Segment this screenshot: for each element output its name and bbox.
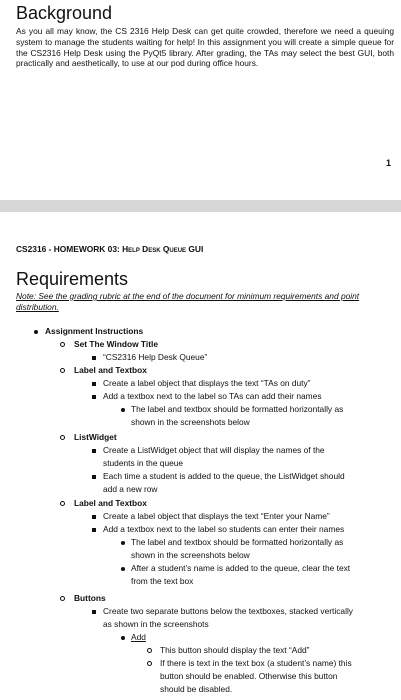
bullet-circle-icon — [147, 648, 152, 653]
bullet-circle-icon — [60, 596, 65, 601]
background-heading: Background — [16, 3, 113, 23]
bullet-disc-icon — [121, 541, 125, 545]
bullet-square-icon — [92, 475, 96, 479]
running-header — [16, 244, 203, 254]
bullet-square-icon — [92, 515, 96, 519]
running-header-smallcaps: Help Desk Queue — [122, 244, 187, 254]
bullet-square-icon — [92, 356, 96, 360]
grading-note: Note: See the grading rubric at the end of the document for minimum requirements and point distribution. — [16, 291, 360, 312]
bullet-circle-icon — [60, 342, 65, 347]
bullet-square-icon — [92, 382, 96, 386]
requirements-heading: Requirements — [16, 269, 129, 289]
bullet-circle-icon — [60, 501, 65, 506]
bullet-disc-icon — [34, 330, 38, 334]
bullet-circle-icon — [60, 435, 65, 440]
bullet-square-icon — [92, 449, 96, 453]
running-header-prefix: CS2316 - HOMEWORK 03: — [16, 244, 123, 254]
page-separator — [0, 200, 401, 212]
bullet-square-icon — [92, 528, 96, 532]
bullet-circle-icon — [60, 368, 65, 373]
bullet-square-icon — [92, 395, 96, 399]
bullet-square-icon — [92, 610, 96, 614]
bullet-disc-icon — [121, 636, 125, 640]
document-page-2: CS2316 - HOMEWORK 03: Help Desk Queue GUI Requirements Note: See the grading rubric at the end of the document for minimum requirements and point distribution. Assignment Instructions Set The Window Title “CS2316 Help Desk Queue” Label and Textbox Create a label object that displays the text “TAs on duty” Add a textbox next to the label so TAs can add their names The label and textbox should be formatted horizontally as shown in the screenshots below ListWidget Create a ListWidget object that will display the names of the students in the queue Each time a student is added to the queue, the ListWidget should add a new row Label and Textbox Create a label object that displays the text “Enter your Name” Add a textbox next to the label so students can enter their names The label and textbox should be formatted horizontally as shown in the screenshots below After a student’s name is added to the queue, clear the text from the text box Buttons Create two separate buttons below the textboxes, stacked vertically as shown in the screenshots Add This button should display the text “Add” If there is text in the text box (a student’s name) this button should be enabled. Otherwise this button should be disabled. — [0, 212, 401, 700]
page-number: 1 — [385, 158, 391, 168]
bullet-circle-icon — [147, 661, 152, 666]
bullet-disc-icon — [121, 408, 125, 412]
document-page-1 — [0, 0, 401, 200]
bullet-disc-icon — [121, 567, 125, 571]
background-paragraph: As you all may know, the CS 2316 Help Desk can get quite crowded, therefore we need a queuing system to manage the students waiting for help! In this assignment you will create a simple queue for the CS2316 Help Desk using the PyQt5 library. After grading, the TAs may select the best GUI, both practically and aesthetically, to use at our pod during office hours. — [16, 26, 394, 69]
running-header-suffix: GUI — [186, 244, 204, 254]
